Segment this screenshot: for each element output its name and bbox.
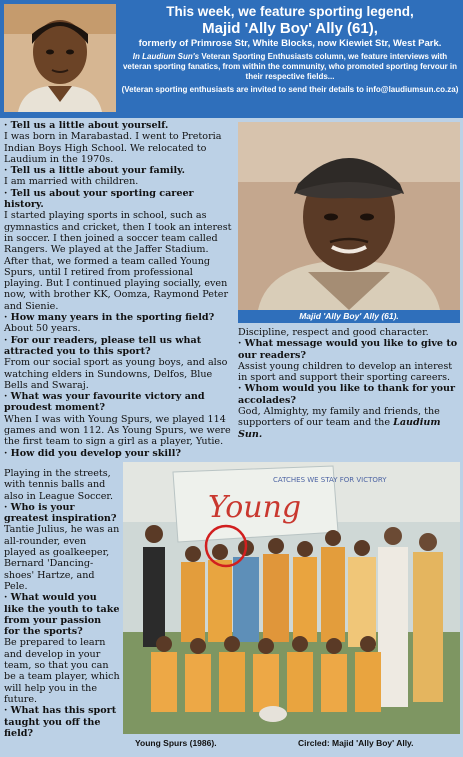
portrait-caption: Majid 'Ally Boy' Ally (61). — [238, 310, 460, 323]
circled-caption: Circled: Majid 'Ally Boy' Ally. — [298, 738, 414, 748]
answer: Discipline, respect and good character. — [238, 327, 429, 338]
question: · What was your favourite victory and proudest moment? — [4, 391, 205, 414]
column-intro: In Laudium Sun's Veteran Sporting Enthusiasts column, we feature interviews with veteran sporting fanatics, from within the community, who promoted sporting fervour in their respective fields... — [122, 52, 458, 82]
young-portrait-photo — [4, 4, 116, 112]
answer: God, Almighty, my family and friends, the supporters of our team and the Laudium Sun. — [238, 406, 441, 440]
question: · Tell us a little about yourself. — [4, 120, 169, 131]
answer: From our social sport as young boys, and also watching elders in Sundowns, Delfos, Blue Bells and Swaraj. — [4, 357, 228, 391]
answer: About 50 years. — [4, 323, 81, 335]
header-text-block — [120, 4, 460, 95]
answer: I am married with children. — [4, 176, 139, 188]
question: · What would you like the youth to take from your passion for the sports? — [4, 592, 120, 638]
question: · Tell us about your sporting career history. — [4, 187, 194, 211]
team-photo — [123, 462, 460, 734]
team-photo-caption: Young Spurs (1986). — [135, 738, 217, 748]
feature-residence: formerly of Primrose Str, White Blocks, now Kiewiet Str, West Park. — [138, 38, 442, 49]
feature-name: Majid 'Ally Boy' Ally (61), — [202, 20, 378, 37]
question: · What message would you like to give to our readers? — [238, 338, 458, 361]
current-portrait-photo — [238, 122, 460, 310]
banner-text: Young — [208, 490, 302, 525]
question: · Who is your greatest inspiration? — [4, 501, 117, 525]
answer: Tantie Julius, he was an all-rounder, even played as goalkeeper, Bernard 'Dancing-shoes' Hartze, and Pele. — [4, 524, 120, 592]
question: · Whom would you like to thank for your accolades? — [238, 383, 455, 406]
question: · How did you develop your skill? — [4, 447, 181, 459]
banner-small-text: CATCHES WE STAY FOR VICTORY — [273, 476, 387, 484]
interview-left-column — [4, 120, 234, 459]
question: · What has this sport taught you off the field? — [4, 705, 117, 739]
header-kicker: This week, we feature sporting legend, — [166, 4, 414, 19]
answer: Playing in the streets, with tennis balls and also in League Soccer. — [4, 468, 114, 502]
answer: Assist young children to develop an interest in sport and support their sporting careers. — [238, 360, 453, 384]
interview-right-column — [238, 327, 460, 440]
answer: When I was with Young Spurs, we played 114 games and won 112. As Young Spurs, we were the first team to sign a girl as a player, Yutie. — [4, 413, 231, 448]
invite-text: (Veteran sporting enthusiasts are invited to send their details to info@laudiumsun.co.za) — [121, 84, 459, 94]
answer: I started playing sports in school, such as gymnastics and cricket, then I took an interest in soccer. I then joined a soccer team called Rangers. We played at the Jaffer Stadium. After that, we formed a team called Young Spurs, until I retired from professional playing. But I continued playing socially, even now, with brother KK, Oomza, Raymond Peter and Sienie. — [4, 210, 232, 312]
question: · How many years in the sporting field? — [4, 312, 215, 324]
question: · For our readers, please tell us what attracted you to this sport? — [4, 334, 202, 357]
answer: I was born in Marabastad. I went to Pretoria Indian Boys High School. We relocated to Laudium in the 1970s. — [4, 131, 222, 165]
question: · Tell us a little about your family. — [4, 165, 185, 177]
feature-header — [0, 0, 463, 118]
answer: Be prepared to learn and develop in your team, so that you can be a team player, which will help you in the future. — [4, 637, 120, 705]
interview-lower-column — [4, 468, 120, 739]
